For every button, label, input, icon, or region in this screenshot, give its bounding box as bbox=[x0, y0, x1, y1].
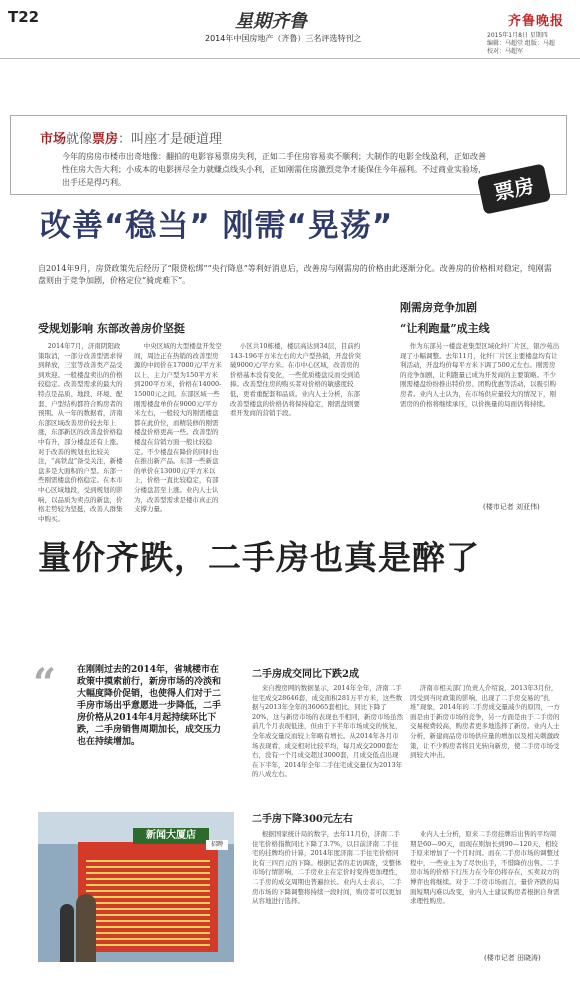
quote-mark-icon: “ bbox=[33, 660, 57, 707]
article1-column-2: 中央区域的大型楼盘开发空间，周边正在热销的改善型房源的中间价在17000元/平方米以上，主力户型为150平方米到200平方米，价格在14000-15000元之间。东部区域一些刚需楼盘单价在9000元/平方米左右，一般较大的刚需楼盘都在此价位，而精装修的刚需楼盘价格更高一些。改善型的楼盘在营销方面一般比较稳定。不少楼盘在降价的同时也在推出新产品。东部一些新盘的单价在13000元/平方米以上，价格一直比较稳定，有部分楼盘甚至上涨。业内人士认为，改善型需求是楼市真正的支撑力量。 bbox=[134, 342, 222, 514]
section-banner bbox=[205, 5, 370, 53]
intro-text: 今年的房房市楼市出奇地像：翻拍的电影容易票房失利，正如二手住房容易卖不顺利；大制作的电影全线盈利，正如改善性住房大告大利；小成本的电影拼尽全力就赚点线头小利，正如刚需住房激烈竞争才能保住今年福利。不过商业实验场，出手还是得巧利。 bbox=[62, 152, 486, 187]
article1-column-1: 2014年7月，济南阴阳政策取消，一部分改善型需求得到释放，三室等改善类产品受到欢迎。一般楼盘卖出的价格较稳定。改善型需求的最大的特点是品质、地段、环境、配套、户型结构都符合购房者的预期。从一年的数据看，济南东部区域改善房价较去年上涨，东部新区的改善盘价格稳中有升，部分楼盘还有上涨。对于改善的规划也比较关注，“高铁盘”备受关注，新楼盘多是大面积的户型。东部一些刚需楼盘价格稳定。在本市中心区域地段，受到规划的影响，以品质为卖点的新盘，价格走势较为坚挺，改善人群集中购买。 bbox=[38, 342, 123, 523]
photo-person bbox=[60, 904, 74, 962]
article1-subheading-left: 受规划影响 东部改善房价坚挺 bbox=[38, 322, 185, 335]
intro-label-like: 就像 bbox=[66, 132, 93, 147]
intro-label-boxoffice: 票房 bbox=[92, 132, 119, 147]
intro-header bbox=[40, 128, 222, 147]
intro-label-rest: ：叫座才是硬道理 bbox=[118, 132, 223, 147]
meta-editor: 编辑：马超堂 组版：马超 bbox=[487, 40, 555, 47]
article2-section1-column-2: 济南市相关部门负责人介绍说，2013年3月份，因受到当时政策的影响，出现了二手房交易的“扎堆”现象，2014年的二手房成交量减少的原因，一方面是由于新房市场的竞争，另一方面是由于二手房的交易税费较高，购房者更多地选择了新房。业内人士分析，新建商品房市场供应量的增加以及相关刺激政策，让不少购房者将目光转向新房，使二手房市场受到较大冲击。 bbox=[410, 684, 560, 760]
article1-column-4: 作为东部另一楼盘老集型区域化纤厂片区，银沙苑出现了小幅调整。去年11月，化纤厂片区主要楼盘均有让利活动，开盘均价每平方米下调了500元左右。刚需房的竞争加剧，让利跑量已成为开发商的主要策略。不少刚需楼盘纷纷推出特价房、团购优惠等活动，以吸引购房者。业内人士认为，在市场供应量较大的情况下，刚需房的价格将继续承压，以价换量的局面仍将持续。 bbox=[400, 342, 560, 408]
intro-label-market: 市场 bbox=[40, 132, 67, 147]
banner-title: 星期齐鲁 bbox=[235, 11, 307, 32]
article2-section2-column-2: 业内人士分析，原来二手房挂牌后出售的平均周期是60—90天，而现在则加长到90—120天，相较于原来增加了一个月时间。而在二手房市场的调整过程中，一些业主为了尽快出手，不惜降价出售。二手房市场的价格下行压力在今年仍将存在，买卖双方的博弈也将继续。对于二手房市场而言，量价齐跌的局面短期内难以改变，业内人士建议购房者根据自身需求理性购房。 bbox=[410, 830, 560, 906]
article2-section1-title: 二手房成交同比下跌2成 bbox=[252, 669, 359, 680]
meta-date: 2015年1月8日 星期四 bbox=[487, 32, 548, 39]
article2-section2-title: 二手房下降300元左右 bbox=[252, 814, 353, 825]
photo-listing-grid bbox=[86, 856, 210, 946]
boxoffice-ink-badge: 票房 bbox=[477, 163, 551, 214]
article2-section1-column-1: 来自搜房网的数据显示，2014年全年，济南二手住宅成交28646套，成交面积281万平方米，这些数据与2013年全年的36065套相比，同比下降了20%，这与新房市场的表现也不相同，新房市场虽然前几个月表现低迷，但由于下半年市场成交的恢复，全年成交量反而较上年略有增长。从2014年各月市场表现看，成交相对比较平均，每月成交2000套左右，没有一个月成交超过3000套，月成交低点出现在下半年，2014年全年二手住宅成交量仅为2013年的八成左右。 bbox=[252, 684, 403, 779]
article2-headline: 量价齐跌，二手房也真是醉了 bbox=[38, 538, 480, 577]
photo-recruit-tag: 招聘 bbox=[206, 840, 228, 850]
article1-lead: 自2014年9月，房贷政策先后经历了“限贷松绑”“央行降息”等利好消息后，改善房与刚需房的价格由此逐渐分化。改善房的价格相对稳定，纯刚需盘则由于竞争加剧，价格定位“骑虎难下”。 bbox=[38, 264, 552, 285]
meta-proof: 校对：马超军 bbox=[487, 48, 524, 55]
photo-person bbox=[76, 894, 96, 962]
banner-subtitle: 2014年中国房地产（齐鲁）三名评选特刊之 bbox=[205, 34, 362, 43]
housing-agency-photo bbox=[38, 812, 234, 962]
article2-pull-quote: 在刚刚过去的2014年，省城楼市在政策中摸索前行，新房市场的冷淡和大幅度降价促销，也使得人们对于二手房市场出乎意愿进一步降低，二手房价格从2014年4月起持续环比下跌，二手房销售周期加长，成交压力也在持续增加。 bbox=[77, 665, 222, 747]
article1-subheading-right-1: 刚需房竞争加剧 bbox=[400, 301, 477, 314]
page-number: T22 bbox=[8, 8, 40, 26]
article1-byline: (楼市记者 刘亚伟) bbox=[483, 503, 540, 511]
newspaper-masthead: 齐鲁晚报 bbox=[508, 14, 565, 29]
article1-subheading-right-2: “让利跑量”成主线 bbox=[400, 322, 490, 335]
photo-store-sign: 新闻大厦店 bbox=[133, 828, 209, 844]
article2-byline: (楼市记者 田晓涛) bbox=[484, 954, 541, 962]
page-meta bbox=[487, 32, 555, 56]
article2-section2-column-1: 根据国家统计局的数字，去年11月份，济南二手住宅价格指数同比下降了3.7%，以目前济南二手住宅的挂牌均价计算，2014年度济南二手住宅价格同比有三四百元的下降。根据记者的走访调查，受整体市场行情影响，二手房业主在定价时变得更加理性，二手房的成交周期也普遍拉长。业内人士表示，二手房市场的下降调整将持续一段时间，购房者可以更加从容地进行选择。 bbox=[252, 830, 402, 906]
article1-headline: 改善“稳当” 刚需“晃荡” bbox=[40, 208, 394, 244]
article1-column-3: 小区共10栋楼，楼层高达到34层，目前约143-196平方米左右的大户型热销，开盘价突破9000元/平方米。在市中心区域，改善房的价格基本没有变化，一些优质楼盘反而受到追捧。改善型住房的购买者对价格的敏感度较低，更看重配套和品质。业内人士分析，东部改善型楼盘的价格仍将保持稳定，刚需盘则要看开发商的营销手段。 bbox=[230, 342, 362, 418]
header-divider bbox=[0, 58, 580, 59]
